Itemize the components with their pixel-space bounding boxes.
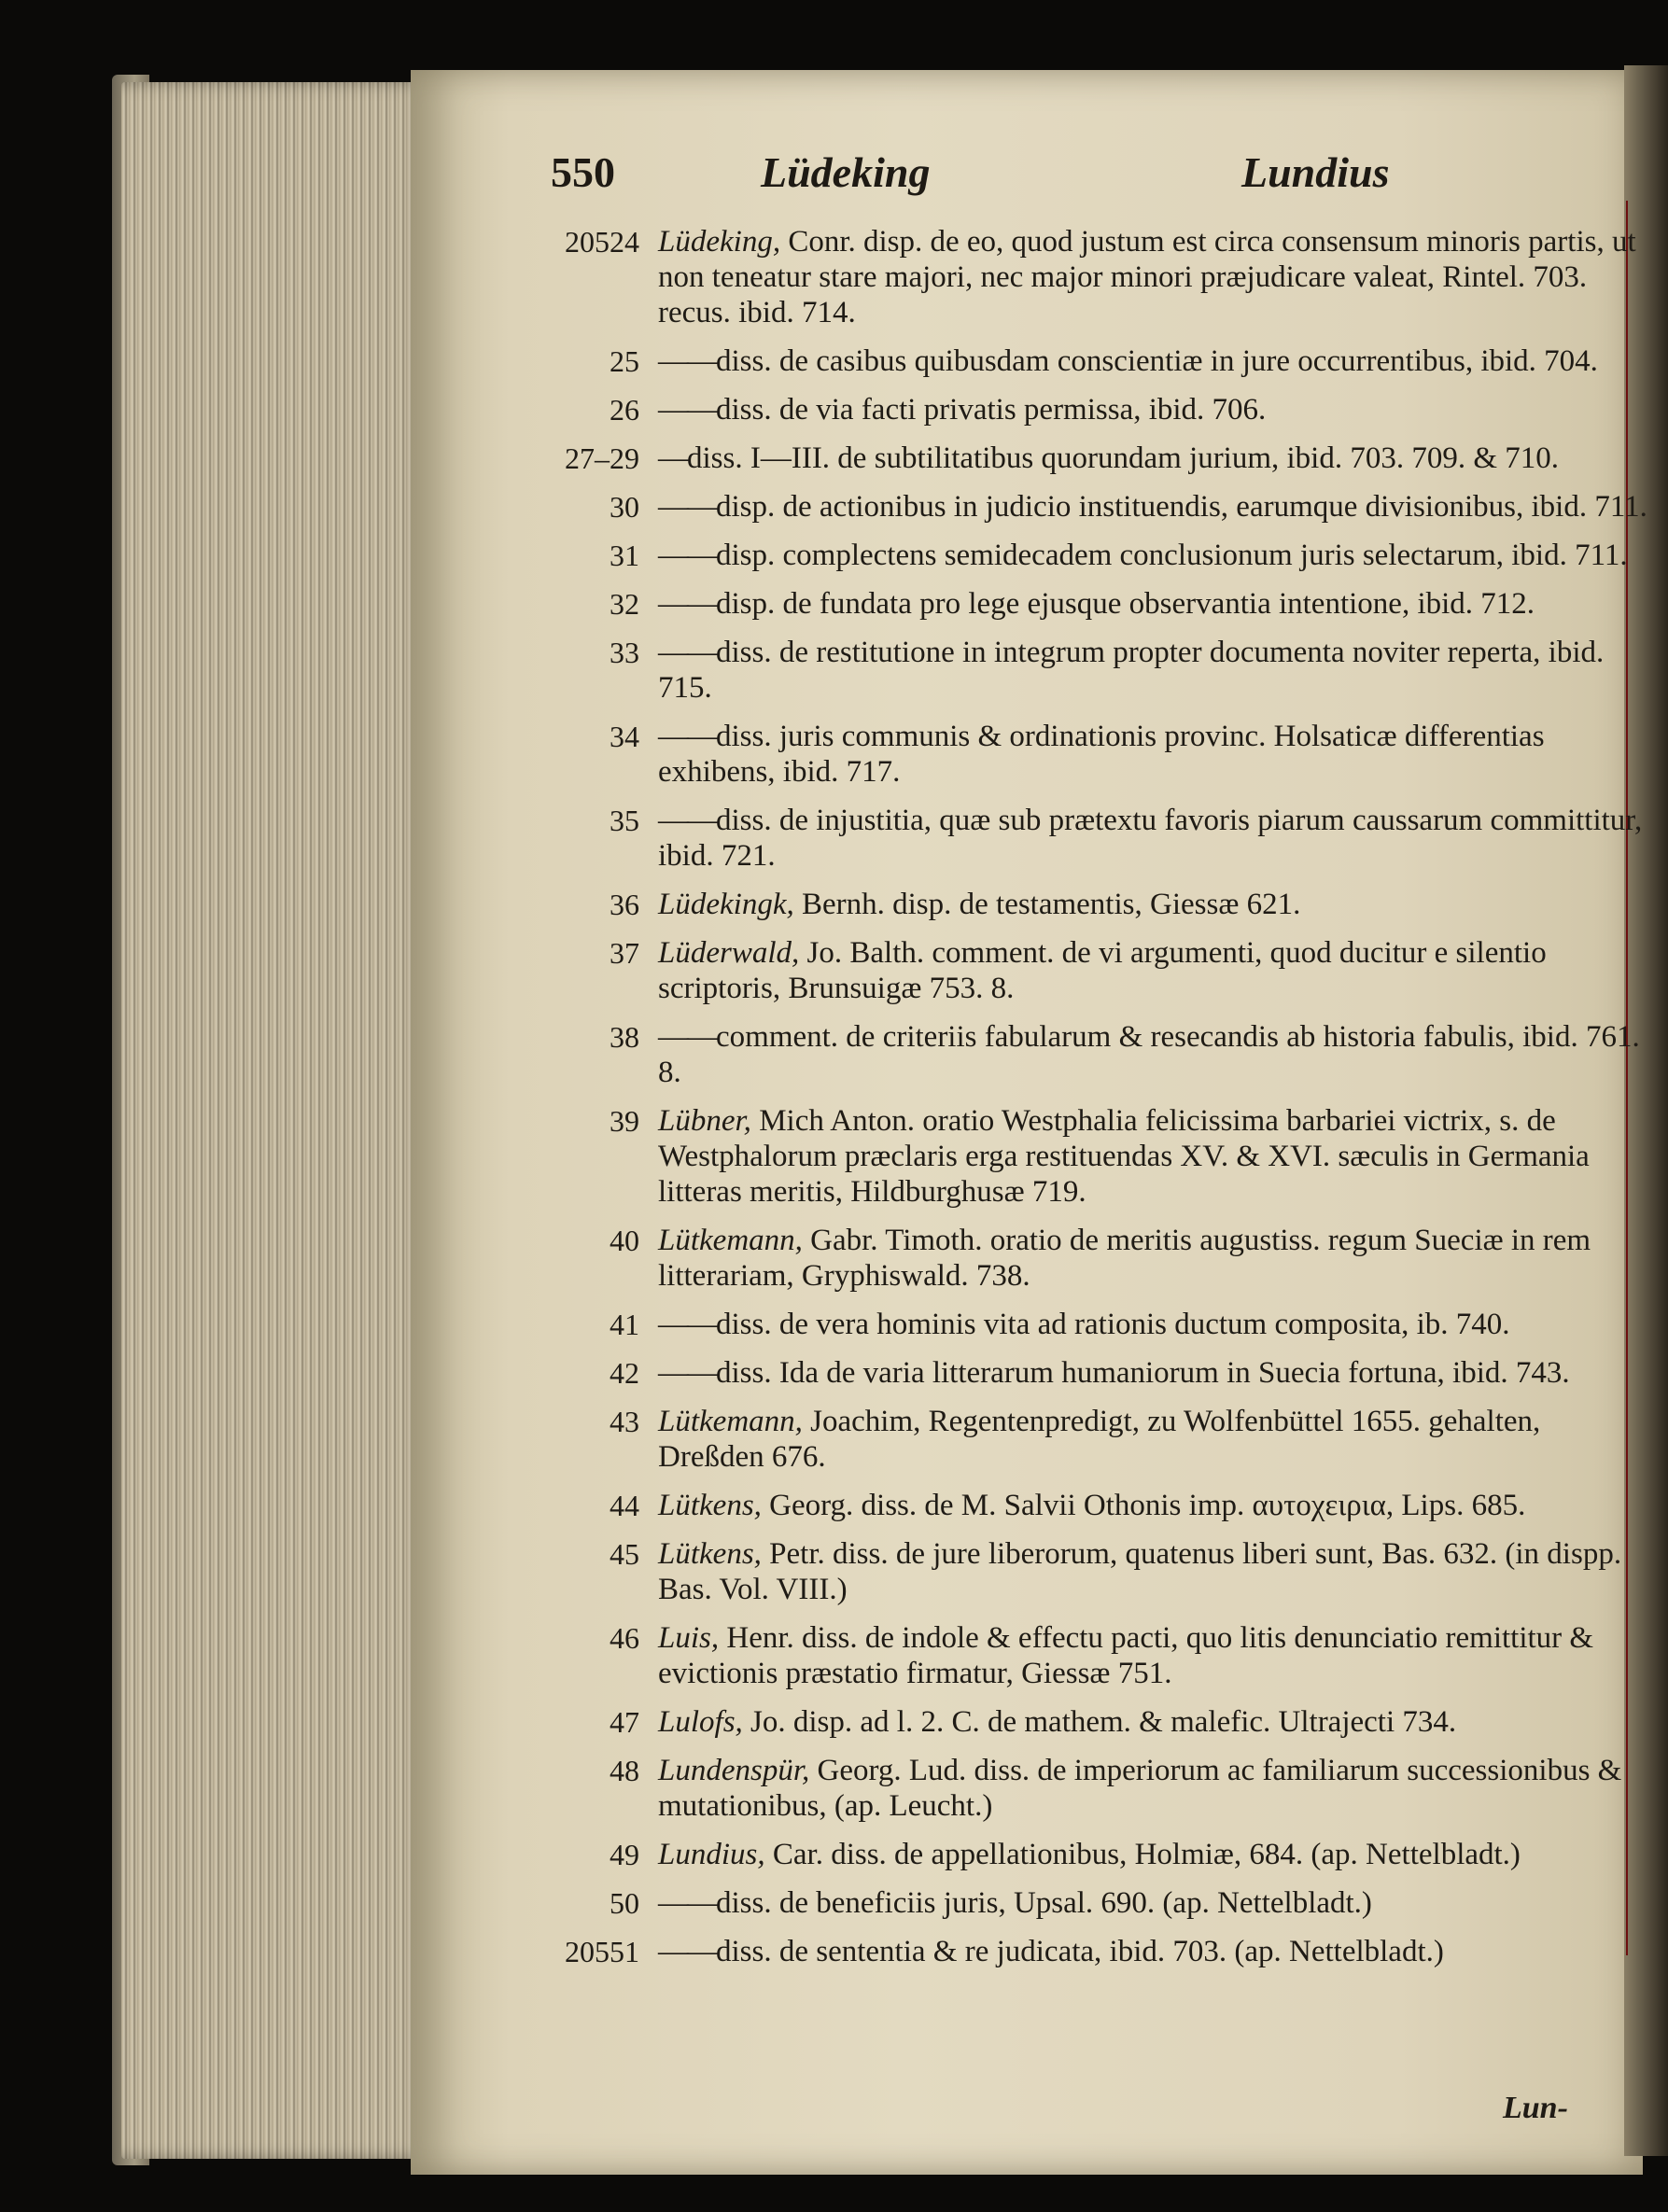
entry-author: —— bbox=[658, 1308, 716, 1341]
list-item bbox=[565, 1934, 1647, 1969]
entry-author: —— bbox=[658, 636, 716, 669]
entry-author: — bbox=[658, 441, 687, 475]
list-item bbox=[597, 489, 1647, 525]
right-catchword: Lundius bbox=[1241, 148, 1390, 196]
entry-number: 45 bbox=[610, 1537, 639, 1571]
list-item bbox=[597, 719, 1647, 790]
entry-text: comment. de criteriis fabularum & resecandis ab historia fabulis, ibid. 761. 8. bbox=[658, 1020, 1640, 1089]
entry-text: diss. de casibus quibusdam conscientiæ in jure occurrentibus, ibid. 704. bbox=[716, 344, 1598, 378]
entry-author: Lüdeking, bbox=[658, 225, 781, 259]
entry-number: 48 bbox=[610, 1754, 639, 1787]
entry-text: diss. de beneficiis juris, Upsal. 690. (ap. Nettelbladt.) bbox=[716, 1886, 1372, 1920]
list-item bbox=[597, 1404, 1647, 1475]
list-item bbox=[597, 1536, 1647, 1607]
list-item bbox=[597, 1223, 1647, 1294]
entry-author: Lundius, bbox=[658, 1838, 765, 1871]
entry-number: 37 bbox=[610, 936, 639, 970]
entry-list bbox=[0, 224, 1668, 1982]
entry-text: diss. I—III. de subtilitatibus quorundam jurium, ibid. 703. 709. & 710. bbox=[687, 441, 1560, 475]
left-catchword: Lüdeking bbox=[761, 148, 931, 196]
entry-author: —— bbox=[658, 344, 716, 378]
entry-author: Lütkens, bbox=[658, 1489, 762, 1522]
entry-author: —— bbox=[658, 393, 716, 427]
entry-text: Car. diss. de appellationibus, Holmiæ, 684. (ap. Nettelbladt.) bbox=[764, 1838, 1521, 1871]
entry-text: disp. de fundata pro lege ejusque observantia intentione, ibid. 712. bbox=[716, 587, 1535, 621]
entry-number: 47 bbox=[610, 1705, 639, 1739]
entry-author: —— bbox=[658, 720, 716, 753]
entry-text: diss. de injustitia, quæ sub prætextu favoris piarum caussarum committitur, ibid. 721. bbox=[658, 804, 1643, 873]
entry-text: Gabr. Timoth. oratio de meritis augustiss. regum Sueciæ in rem litterariam, Gryphiswald. 738. bbox=[658, 1224, 1591, 1293]
entry-text: diss. de restitutione in integrum propter documenta noviter reperta, ibid. 715. bbox=[658, 636, 1605, 705]
entry-number: 43 bbox=[610, 1405, 639, 1438]
entry-text: Jo. Balth. comment. de vi argumenti, quod ducitur e silentio scriptoris, Brunsuigæ 753. 8. bbox=[658, 936, 1547, 1005]
list-item bbox=[597, 1885, 1647, 1921]
entry-text: Georg. diss. de M. Salvii Othonis imp. αυτοχειρια, Lips. 685. bbox=[761, 1489, 1526, 1522]
list-item bbox=[597, 1488, 1647, 1523]
catchword: Lun- bbox=[1503, 2091, 1568, 2125]
list-item bbox=[597, 887, 1647, 922]
entry-author: —— bbox=[658, 1020, 716, 1054]
entry-author: Lulofs, bbox=[658, 1705, 743, 1739]
entry-number: 30 bbox=[610, 490, 639, 524]
entry-number: 46 bbox=[610, 1621, 639, 1655]
entry-text: Conr. disp. de eo, quod justum est circa consensum minoris partis, ut non teneatur stare majori, nec major minori præjudicare valeat, Rintel. 703. recus. ibid. 714. bbox=[658, 225, 1636, 329]
entry-number: 42 bbox=[610, 1356, 639, 1390]
entry-author: Lundenspür, bbox=[658, 1754, 810, 1787]
entry-text: Bernh. disp. de testamentis, Giessæ 621. bbox=[793, 888, 1301, 921]
entry-number: 34 bbox=[610, 720, 639, 753]
entry-text: diss. de vera hominis vita ad rationis ductum composita, ib. 740. bbox=[716, 1308, 1510, 1341]
page-number: 550 bbox=[551, 148, 615, 196]
entry-text: disp. complectens semidecadem conclusionum juris selectarum, ibid. 711. bbox=[716, 539, 1628, 572]
entry-number: 40 bbox=[610, 1224, 639, 1257]
list-item bbox=[597, 343, 1647, 379]
entry-number: 39 bbox=[610, 1104, 639, 1138]
entry-number: 35 bbox=[610, 804, 639, 837]
list-item bbox=[597, 1307, 1647, 1342]
entry-author: —— bbox=[658, 804, 716, 837]
entry-author: Lübner, bbox=[658, 1104, 751, 1138]
entry-number: 49 bbox=[610, 1838, 639, 1871]
entry-text: diss. juris communis & ordinationis provinc. Holsaticæ differentias exhibens, ibid. 717. bbox=[658, 720, 1545, 789]
list-item bbox=[597, 1355, 1647, 1391]
list-item bbox=[597, 635, 1647, 706]
entry-text: Mich Anton. oratio Westphalia felicissima barbariei victrix, s. de Westphalorum præclaris erga restituendas XV. & XVI. sæculis in Germania litteras meritis, Hildburghusæ 719. bbox=[658, 1104, 1590, 1209]
entry-number: 27–29 bbox=[565, 441, 639, 475]
entry-author: Luis, bbox=[658, 1621, 720, 1655]
list-item bbox=[597, 1103, 1647, 1210]
entry-number: 41 bbox=[610, 1308, 639, 1341]
entry-text: Henr. diss. de indole & effectu pacti, quo litis denunciatio remittitur & evictionis præstatio firmatur, Giessæ 751. bbox=[658, 1621, 1594, 1690]
entry-text: diss. de sententia & re judicata, ibid. 703. (ap. Nettelbladt.) bbox=[716, 1935, 1444, 1968]
entry-author: Lütkemann, bbox=[658, 1405, 803, 1438]
entry-number: 38 bbox=[610, 1020, 639, 1054]
entry-author: Lütkens, bbox=[658, 1537, 762, 1571]
running-head bbox=[0, 147, 1668, 203]
entry-author: —— bbox=[658, 1886, 716, 1920]
entry-number: 26 bbox=[610, 393, 639, 427]
list-item bbox=[597, 803, 1647, 874]
entry-number: 20524 bbox=[565, 225, 639, 259]
list-item bbox=[565, 441, 1647, 476]
entry-author: —— bbox=[658, 539, 716, 572]
list-item bbox=[597, 1620, 1647, 1691]
entry-text: Joachim, Regentenpredigt, zu Wolfenbüttel 1655. gehalten, Dreßden 676. bbox=[658, 1405, 1541, 1474]
entry-number: 44 bbox=[610, 1489, 639, 1522]
entry-text: diss. de via facti privatis permissa, ibid. 706. bbox=[716, 393, 1267, 427]
entry-author: —— bbox=[658, 1356, 716, 1390]
entry-number: 25 bbox=[610, 344, 639, 378]
entry-number: 31 bbox=[610, 539, 639, 572]
list-item bbox=[597, 935, 1647, 1006]
list-item bbox=[597, 1704, 1647, 1740]
list-item bbox=[597, 392, 1647, 427]
entry-text: Jo. disp. ad l. 2. C. de mathem. & malefic. Ultrajecti 734. bbox=[742, 1705, 1457, 1739]
entry-text: Georg. Lud. diss. de imperiorum ac familiarum successionibus & mutationibus, (ap. Leucht.) bbox=[658, 1754, 1622, 1823]
entry-author: —— bbox=[658, 490, 716, 524]
entry-text: diss. Ida de varia litterarum humaniorum in Suecia fortuna, ibid. 743. bbox=[716, 1356, 1570, 1390]
entry-author: Lütkemann, bbox=[658, 1224, 803, 1257]
entry-number: 33 bbox=[610, 636, 639, 669]
list-item bbox=[597, 538, 1647, 573]
entry-text: Petr. diss. de jure liberorum, quatenus liberi sunt, Bas. 632. (in dispp. Bas. Vol. VIII.) bbox=[658, 1537, 1622, 1606]
list-item bbox=[597, 1753, 1647, 1824]
entry-author: —— bbox=[658, 587, 716, 621]
entry-number: 50 bbox=[610, 1886, 639, 1920]
entry-number: 36 bbox=[610, 888, 639, 921]
entry-author: Lüderwald, bbox=[658, 936, 800, 970]
list-item bbox=[597, 586, 1647, 622]
list-item bbox=[597, 1019, 1647, 1090]
entry-number: 32 bbox=[610, 587, 639, 621]
entry-author: —— bbox=[658, 1935, 716, 1968]
entry-author: Lüdekingk, bbox=[658, 888, 794, 921]
list-item bbox=[565, 224, 1647, 330]
entry-text: disp. de actionibus in judicio instituendis, earumque divisionibus, ibid. 711. bbox=[716, 490, 1647, 524]
entry-number: 20551 bbox=[565, 1935, 639, 1968]
list-item bbox=[597, 1837, 1647, 1872]
